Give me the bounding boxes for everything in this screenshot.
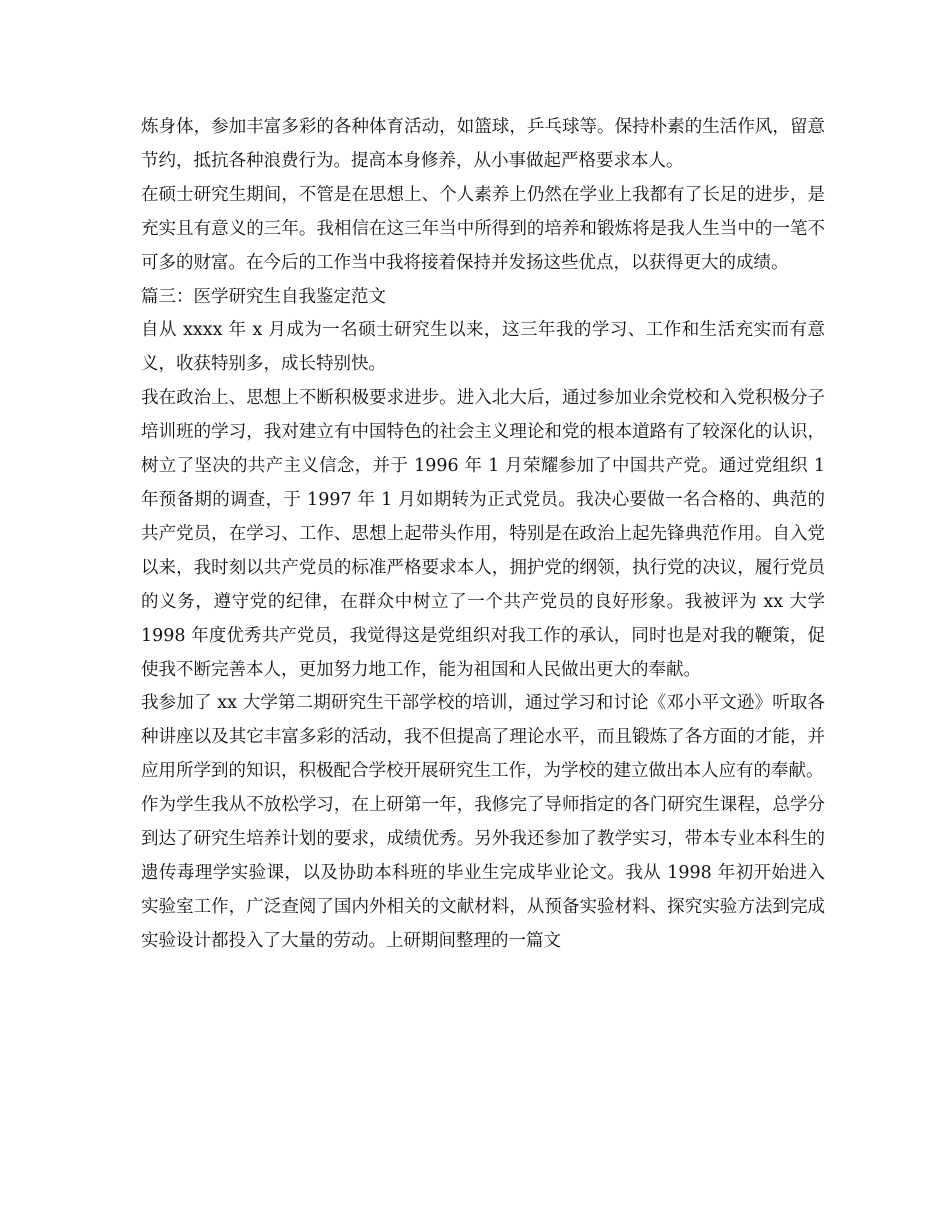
paragraph-political-progress: 我在政治上、思想上不断积极要求进步。进入北大后，通过参加业余党校和入党积极分子培训班的学习，我对建立有中国特色的社会主义理论和党的根本道路有了较深化的认识，树立了坚决的共产主义信念，并于 1996 年 1 月荣耀参加了中国共产党。通过党组织 1 年预备期的调查，于 1997 年 1 月如期转为正式党员。我决心要做一名合格的、典范的共产党员，在学习、工作、思想上起带头作用，特别是在政治上起先锋典范作用。自入党以来，我时刻以共产党员的标准严格要求本人，拥护党的纲领，执行党的决议，履行党员的义务，遵守党的纪律，在群众中树立了一个共产党员的良好形象。我被评为 xx 大学 1998 年度优秀共产党员，我觉得这是党组织对我工作的承认，同时也是对我的鞭策，促使我不断完善本人，更加努力地工作，能为祖国和人民做出更大的奉献。 (141, 388, 825, 680)
section-heading-part-three: 篇三：医学研究生自我鉴定范文 (141, 286, 386, 307)
document-body (141, 111, 825, 959)
paragraph-since-enrollment: 自从 xxxx 年 x 月成为一名硕士研究生以来，这三年我的学习、工作和生活充实而有意义，收获特别多，成长特别快。 (141, 320, 825, 375)
paragraph-physical-exercise: 炼身体，参加丰富多彩的各种体育活动，如篮球，乒乓球等。保持朴素的生活作风，留意节约，抵抗各种浪费行为。提高本身修养，从小事做起严格要求本人。 (141, 117, 825, 171)
paragraph-master-period-summary: 在硕士研究生期间，不管是在思想上、个人素养上仍然在学业上我都有了长足的进步，是充实且有意义的三年。我相信在这三年当中所得到的培养和锻炼将是我人生当中的一笔不可多的财富。在今后的工作当中我将接着保持并发扬这些优点，以获得更大的成绩。 (141, 184, 825, 273)
paragraph-cadre-training: 我参加了 xx 大学第二期研究生干部学校的培训，通过学习和讨论《邓小平文逊》听取各种讲座以及其它丰富多彩的活动，我不但提高了理论水平，而且锻炼了各方面的才能，并应用所学到的知识，积极配合学校开展研究生工作，为学校的建立做出本人应有的奉献。 (141, 693, 825, 782)
paragraph-study-and-research: 作为学生我从不放松学习，在上研第一年，我修完了导师指定的各门研究生课程，总学分到达了研究生培养计划的要求，成绩优秀。另外我还参加了教学实习，带本专业本科生的遗传毒理学实验课，以及协助本科班的毕业生完成毕业论文。我从 1998 年初开始进入实验室工作，广泛查阅了国内外相关的文献材料，从预备实验材料、探究实验方法到完成实验设计都投入了大量的劳动。上研期间整理的一篇文 (141, 795, 825, 951)
